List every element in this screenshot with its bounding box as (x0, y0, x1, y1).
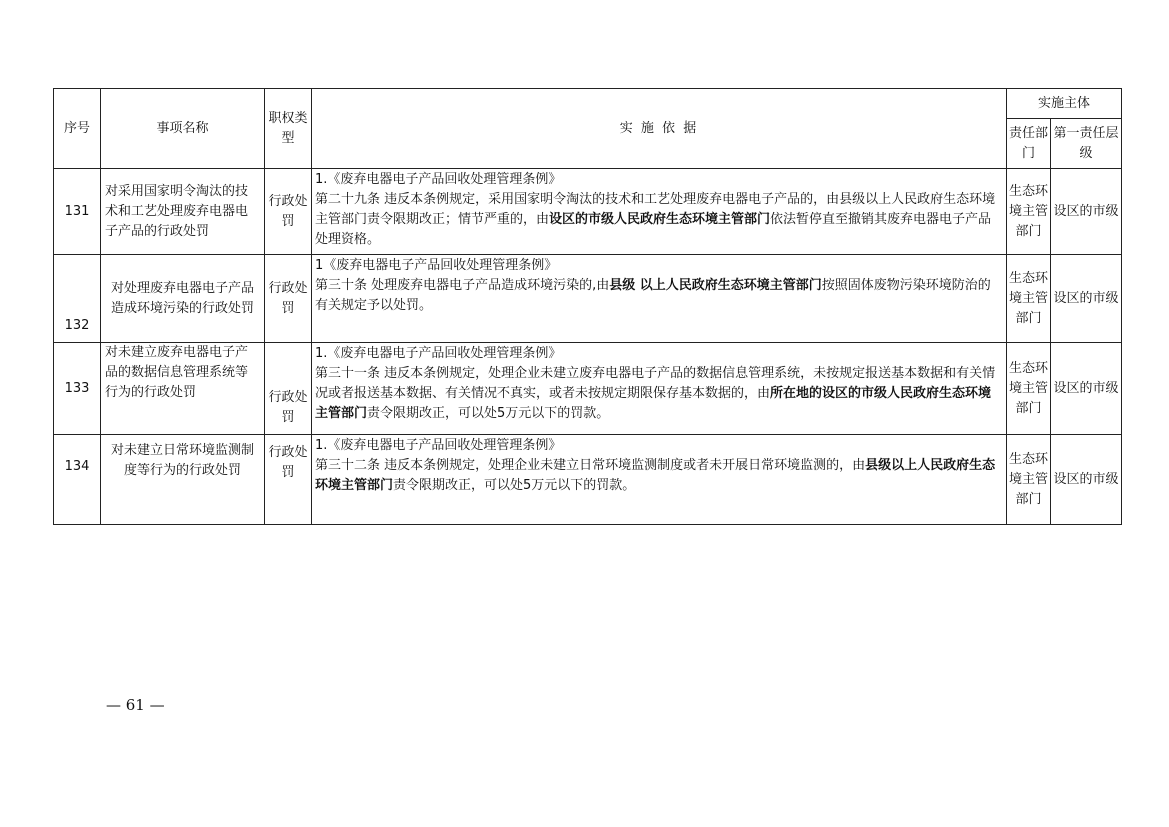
header-seq: 序号 (54, 89, 101, 169)
row-basis (312, 435, 1007, 525)
basis-text: 第二十九条 违反本条例规定，采用国家明令淘汰的技术和工艺处理废弃电器电子产品的，由县级以上人民政府生态环境主管部门责令限期改正；情节严重的，由 (315, 192, 996, 227)
basis-text: 第三十二条 违反本条例规定，处理企业未建立日常环境监测制度或者未开展日常环境监测的，由 (315, 458, 866, 473)
page-number: — 61 — (106, 696, 165, 714)
header-basis: 实 施 依 据 (312, 89, 1007, 169)
row-dept: 生态环境主管部门 (1007, 435, 1051, 525)
enforcement-table (53, 88, 1122, 525)
basis-authority: 所在地的设区的市级人民政府生态环境主管部门 (315, 386, 992, 421)
row-basis (312, 169, 1007, 255)
row-item-name: 对未建立废弃电器电子产品的数据信息管理系统等行为的行政处罚 (101, 343, 265, 435)
table-row (54, 255, 1122, 343)
row-seq: 132 (54, 255, 101, 343)
law-title: 1.《废弃电器电子产品回收处理管理条例》 (315, 438, 562, 453)
row-dept: 生态环境主管部门 (1007, 169, 1051, 255)
header-level: 第一责任层级 (1051, 119, 1122, 169)
row-power-type: 行政处罚 (265, 435, 312, 525)
basis-authority: 县级以上人民政府生态环境主管部门 (315, 458, 996, 493)
table-row (54, 343, 1122, 435)
row-level: 设区的市级 (1051, 255, 1122, 343)
row-level: 设区的市级 (1051, 169, 1122, 255)
basis-text-end: 责令限期改正，可以处5万元以下的罚款。 (393, 478, 636, 493)
header-item-name: 事项名称 (101, 89, 265, 169)
row-seq: 131 (54, 169, 101, 255)
row-seq: 133 (54, 343, 101, 435)
table-row (54, 435, 1122, 525)
law-title: 1.《废弃电器电子产品回收处理管理条例》 (315, 346, 562, 361)
row-basis (312, 343, 1007, 435)
basis-authority: 设区的市级人民政府生态环境主管部门 (549, 212, 771, 227)
header-row (54, 89, 1122, 119)
row-item-name: 对处理废弃电器电子产品造成环境污染的行政处罚 (101, 255, 265, 343)
row-dept: 生态环境主管部门 (1007, 255, 1051, 343)
row-level: 设区的市级 (1051, 343, 1122, 435)
basis-text-end: 依法暂停直至撤销其废弃电器电子产品处理资格。 (315, 212, 992, 247)
basis-authority: 县级 以上人民政府生态环境主管部门 (609, 278, 822, 293)
row-item-name: 对未建立日常环境监测制度等行为的行政处罚 (101, 435, 265, 525)
row-power-type: 行政处罚 (265, 255, 312, 343)
basis-text-end: 责令限期改正，可以处5万元以下的罚款。 (367, 406, 610, 421)
table-row (54, 169, 1122, 255)
header-power-type: 职权类型 (265, 89, 312, 169)
law-title: 1《废弃电器电子产品回收处理管理条例》 (315, 258, 558, 273)
basis-text: 第三十一条 违反本条例规定，处理企业未建立废弃电器电子产品的数据信息管理系统，未按规定报送基本数据和有关情况或者报送基本数据、有关情况不真实，或者未按规定期限保存基本数据的，由 (315, 366, 996, 401)
basis-text: 第三十条 处理废弃电器电子产品造成环境污染的,由 (315, 278, 610, 293)
row-power-type: 行政处罚 (265, 169, 312, 255)
row-dept: 生态环境主管部门 (1007, 343, 1051, 435)
row-seq: 134 (54, 435, 101, 525)
row-item-name: 对采用国家明令淘汰的技术和工艺处理废弃电器电子产品的行政处罚 (101, 169, 265, 255)
row-level: 设区的市级 (1051, 435, 1122, 525)
header-subject: 实施主体 (1007, 89, 1122, 119)
header-dept: 责任部门 (1007, 119, 1051, 169)
law-title: 1.《废弃电器电子产品回收处理管理条例》 (315, 172, 562, 187)
row-power-type: 行政处罚 (265, 343, 312, 435)
basis-text-end: 按照固体废物污染环境防治的有关规定予以处罚。 (315, 278, 991, 313)
row-basis (312, 255, 1007, 343)
